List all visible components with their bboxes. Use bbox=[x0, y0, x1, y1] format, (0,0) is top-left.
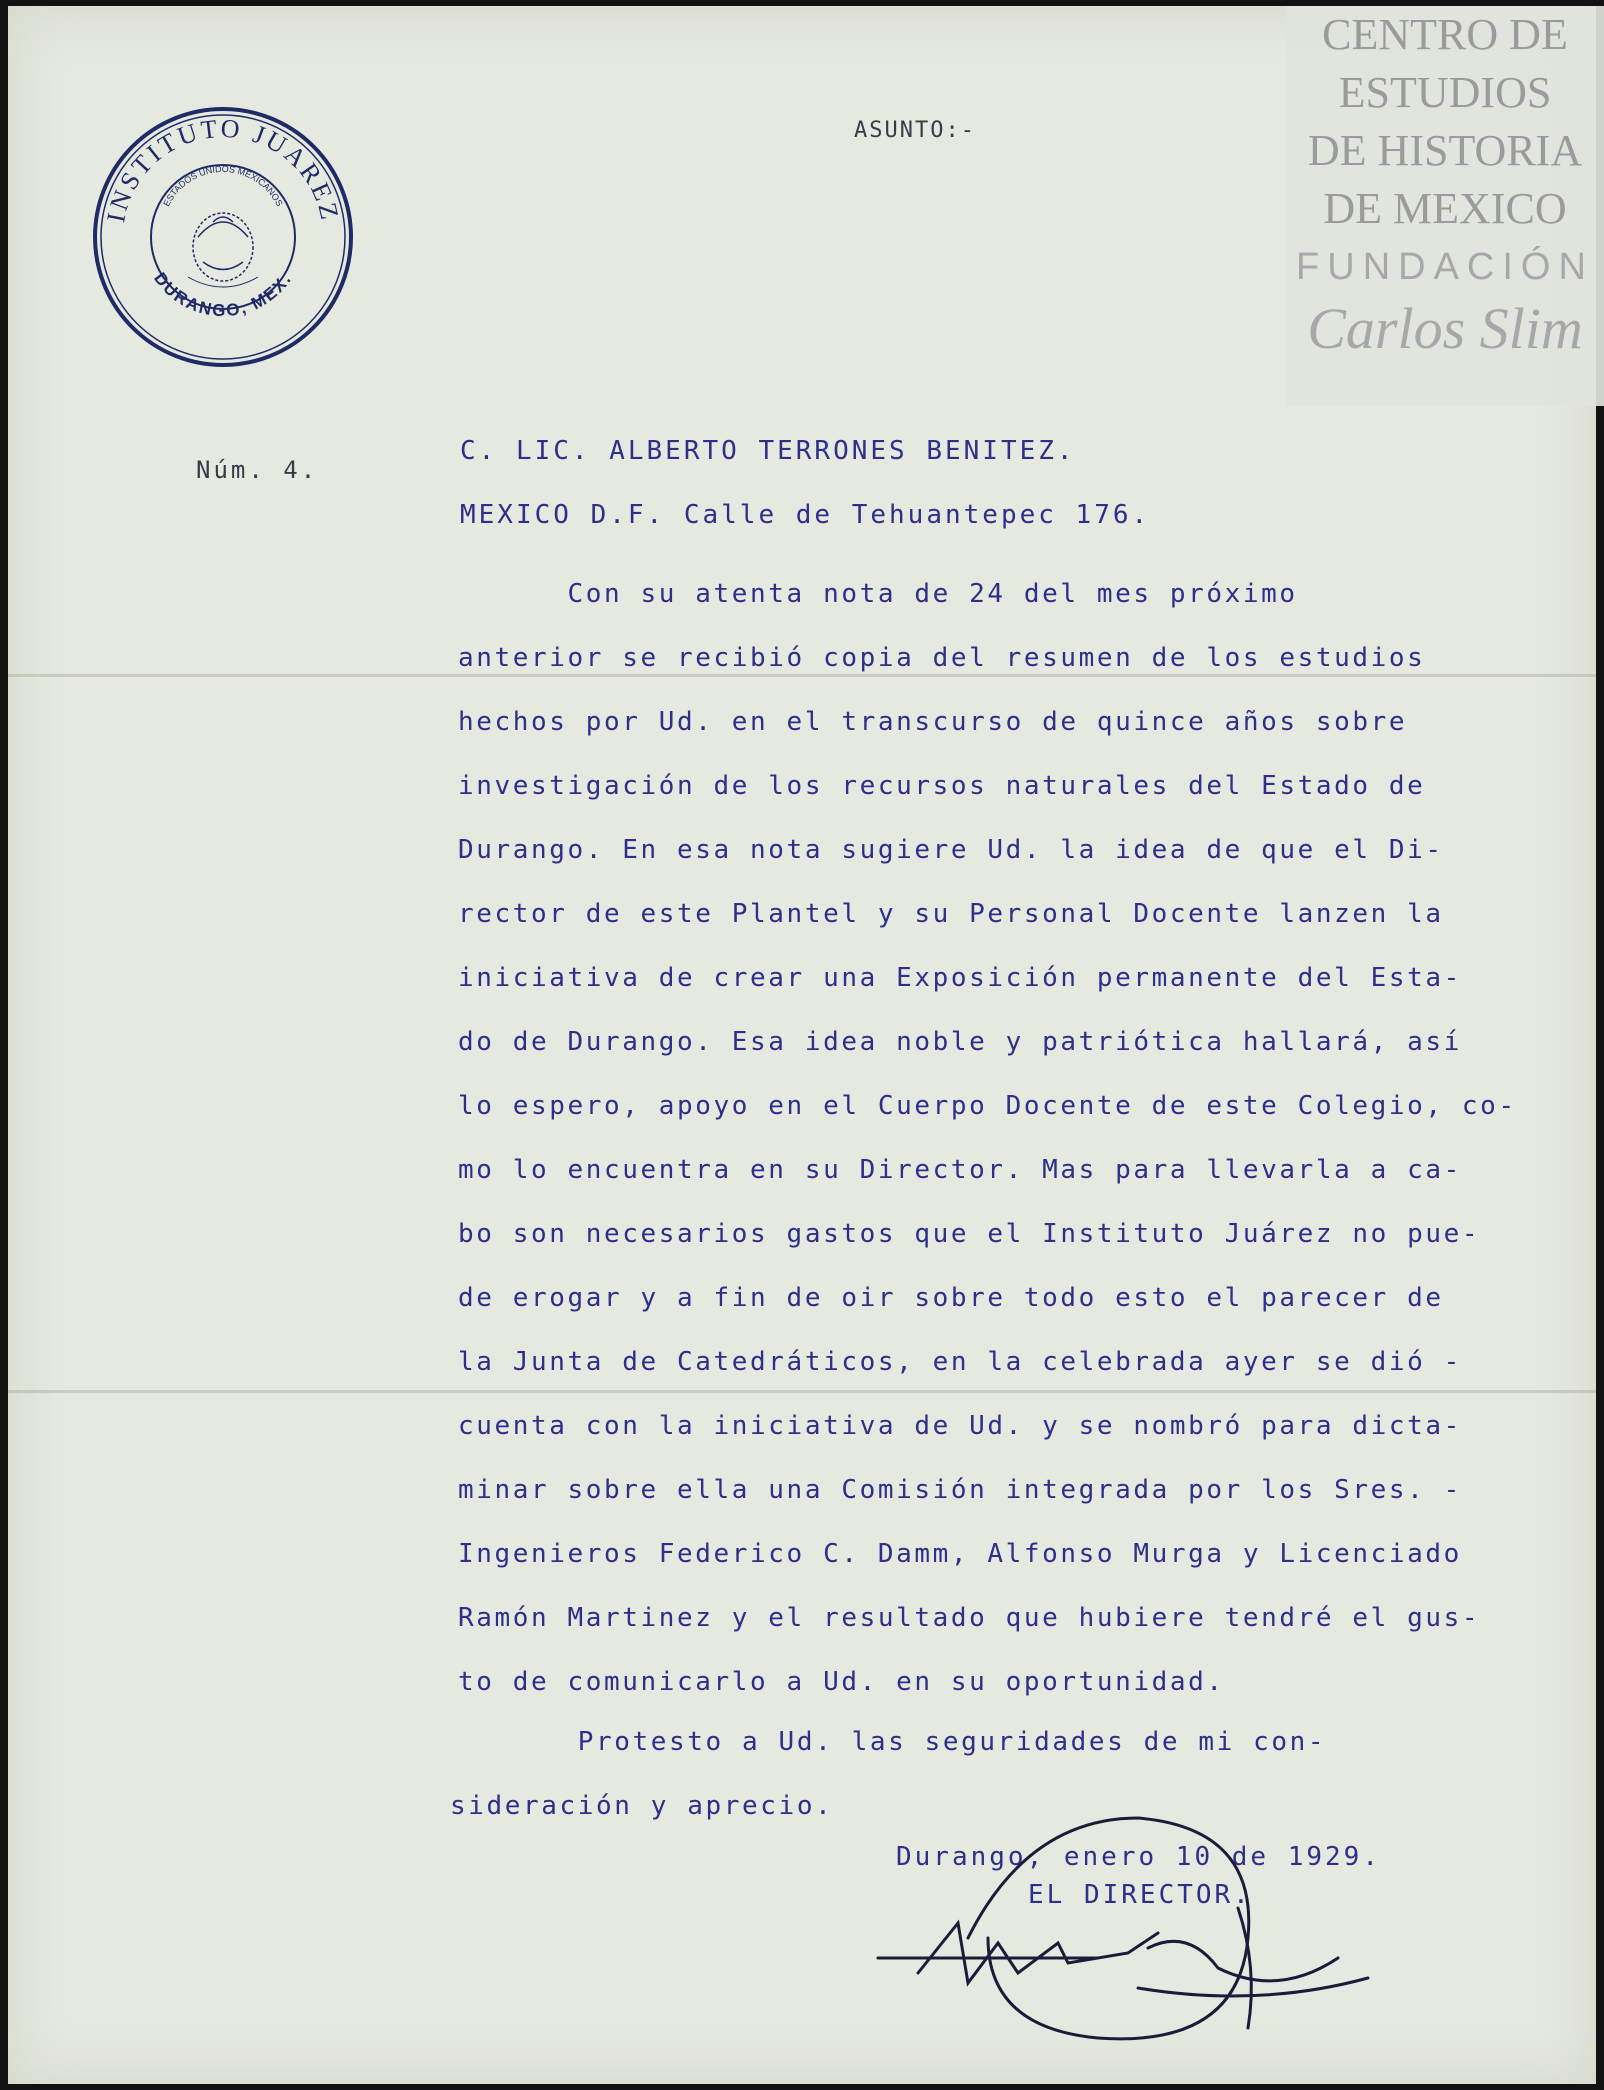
closing-line: Protesto a Ud. las seguridades de mi con- bbox=[450, 1727, 1327, 1757]
body-line: do de Durango. Esa idea noble y patriótica hallará, así bbox=[458, 1027, 1462, 1057]
asunto-label: ASUNTO:- bbox=[854, 118, 976, 143]
watermark-line: CENTRO DE bbox=[1322, 10, 1568, 59]
body-line: bo son necesarios gastos que el Instituto Juárez no pue- bbox=[458, 1219, 1481, 1249]
body-line: anterior se recibió copia del resumen de los estudios bbox=[458, 643, 1426, 673]
sign-off-title: EL DIRECTOR. bbox=[1028, 1880, 1252, 1910]
body-line: mo lo encuentra en su Director. Mas para llevarla a ca- bbox=[458, 1155, 1462, 1185]
recipient-address: MEXICO D.F. Calle de Tehuantepec 176. bbox=[460, 500, 1151, 530]
seal-bottom-text: DURANGO, MEX. bbox=[150, 268, 296, 321]
sign-off-date: Durango, enero 10 de 1929. bbox=[896, 1842, 1381, 1872]
institute-seal bbox=[88, 102, 358, 372]
seal-inner-text: ESTADOS UNIDOS MEXICANOS bbox=[161, 163, 285, 208]
watermark-line: ESTUDIOS bbox=[1338, 68, 1552, 117]
body-line: la Junta de Catedráticos, en la celebrada ayer se dió - bbox=[458, 1347, 1462, 1377]
body-line: de erogar y a fin de oir sobre todo esto el parecer de bbox=[458, 1283, 1444, 1313]
body-line: Ingenieros Federico C. Damm, Alfonso Murga y Licenciado bbox=[458, 1539, 1462, 1569]
svg-text:ESTADOS UNIDOS MEXICANOS bbox=[161, 164, 284, 208]
eagle-emblem-icon bbox=[188, 213, 258, 287]
closing-line: sideración y aprecio. bbox=[450, 1791, 834, 1821]
body-line: Ramón Martinez y el resultado que hubiere tendré el gus- bbox=[458, 1603, 1481, 1633]
document-number: Núm. 4. bbox=[196, 456, 319, 484]
watermark-line: DE MEXICO bbox=[1323, 184, 1567, 233]
watermark-line: DE HISTORIA bbox=[1307, 126, 1583, 175]
body-line: cuenta con la iniciativa de Ud. y se nombró para dicta- bbox=[458, 1411, 1462, 1441]
body-line: to de comunicarlo a Ud. en su oportunidad. bbox=[458, 1667, 1225, 1697]
body-line: hechos por Ud. en el transcurso de quince años sobre bbox=[458, 707, 1408, 737]
watermark-carlos-slim: Carlos Slim bbox=[1307, 296, 1583, 361]
recipient-name: C. LIC. ALBERTO TERRONES BENITEZ. bbox=[460, 436, 1076, 466]
letter-body bbox=[458, 562, 1517, 1714]
svg-text:DURANGO, MEX. bbox=[150, 269, 295, 320]
body-line: iniciativa de crear una Exposición permanente del Esta- bbox=[458, 963, 1462, 993]
body-line: investigación de los recursos naturales del Estado de bbox=[458, 771, 1426, 801]
watermark-fundacion: FUNDACIÓN bbox=[1296, 246, 1594, 288]
body-line: rector de este Plantel y su Personal Docente lanzen la bbox=[458, 899, 1444, 929]
handwritten-signature bbox=[858, 1788, 1438, 2058]
body-line: minar sobre ella una Comisión integrada por los Sres. - bbox=[458, 1475, 1462, 1505]
body-line: lo espero, apoyo en el Cuerpo Docente de este Colegio, co- bbox=[458, 1091, 1517, 1121]
body-line: Con su atenta nota de 24 del mes próximo bbox=[458, 579, 1298, 609]
archive-watermark bbox=[1286, 6, 1604, 406]
letter-page bbox=[8, 6, 1596, 2084]
seal-outer-text: INSTITUTO JUAREZ bbox=[101, 113, 345, 225]
body-line: Durango. En esa nota sugiere Ud. la idea de que el Di- bbox=[458, 835, 1444, 865]
